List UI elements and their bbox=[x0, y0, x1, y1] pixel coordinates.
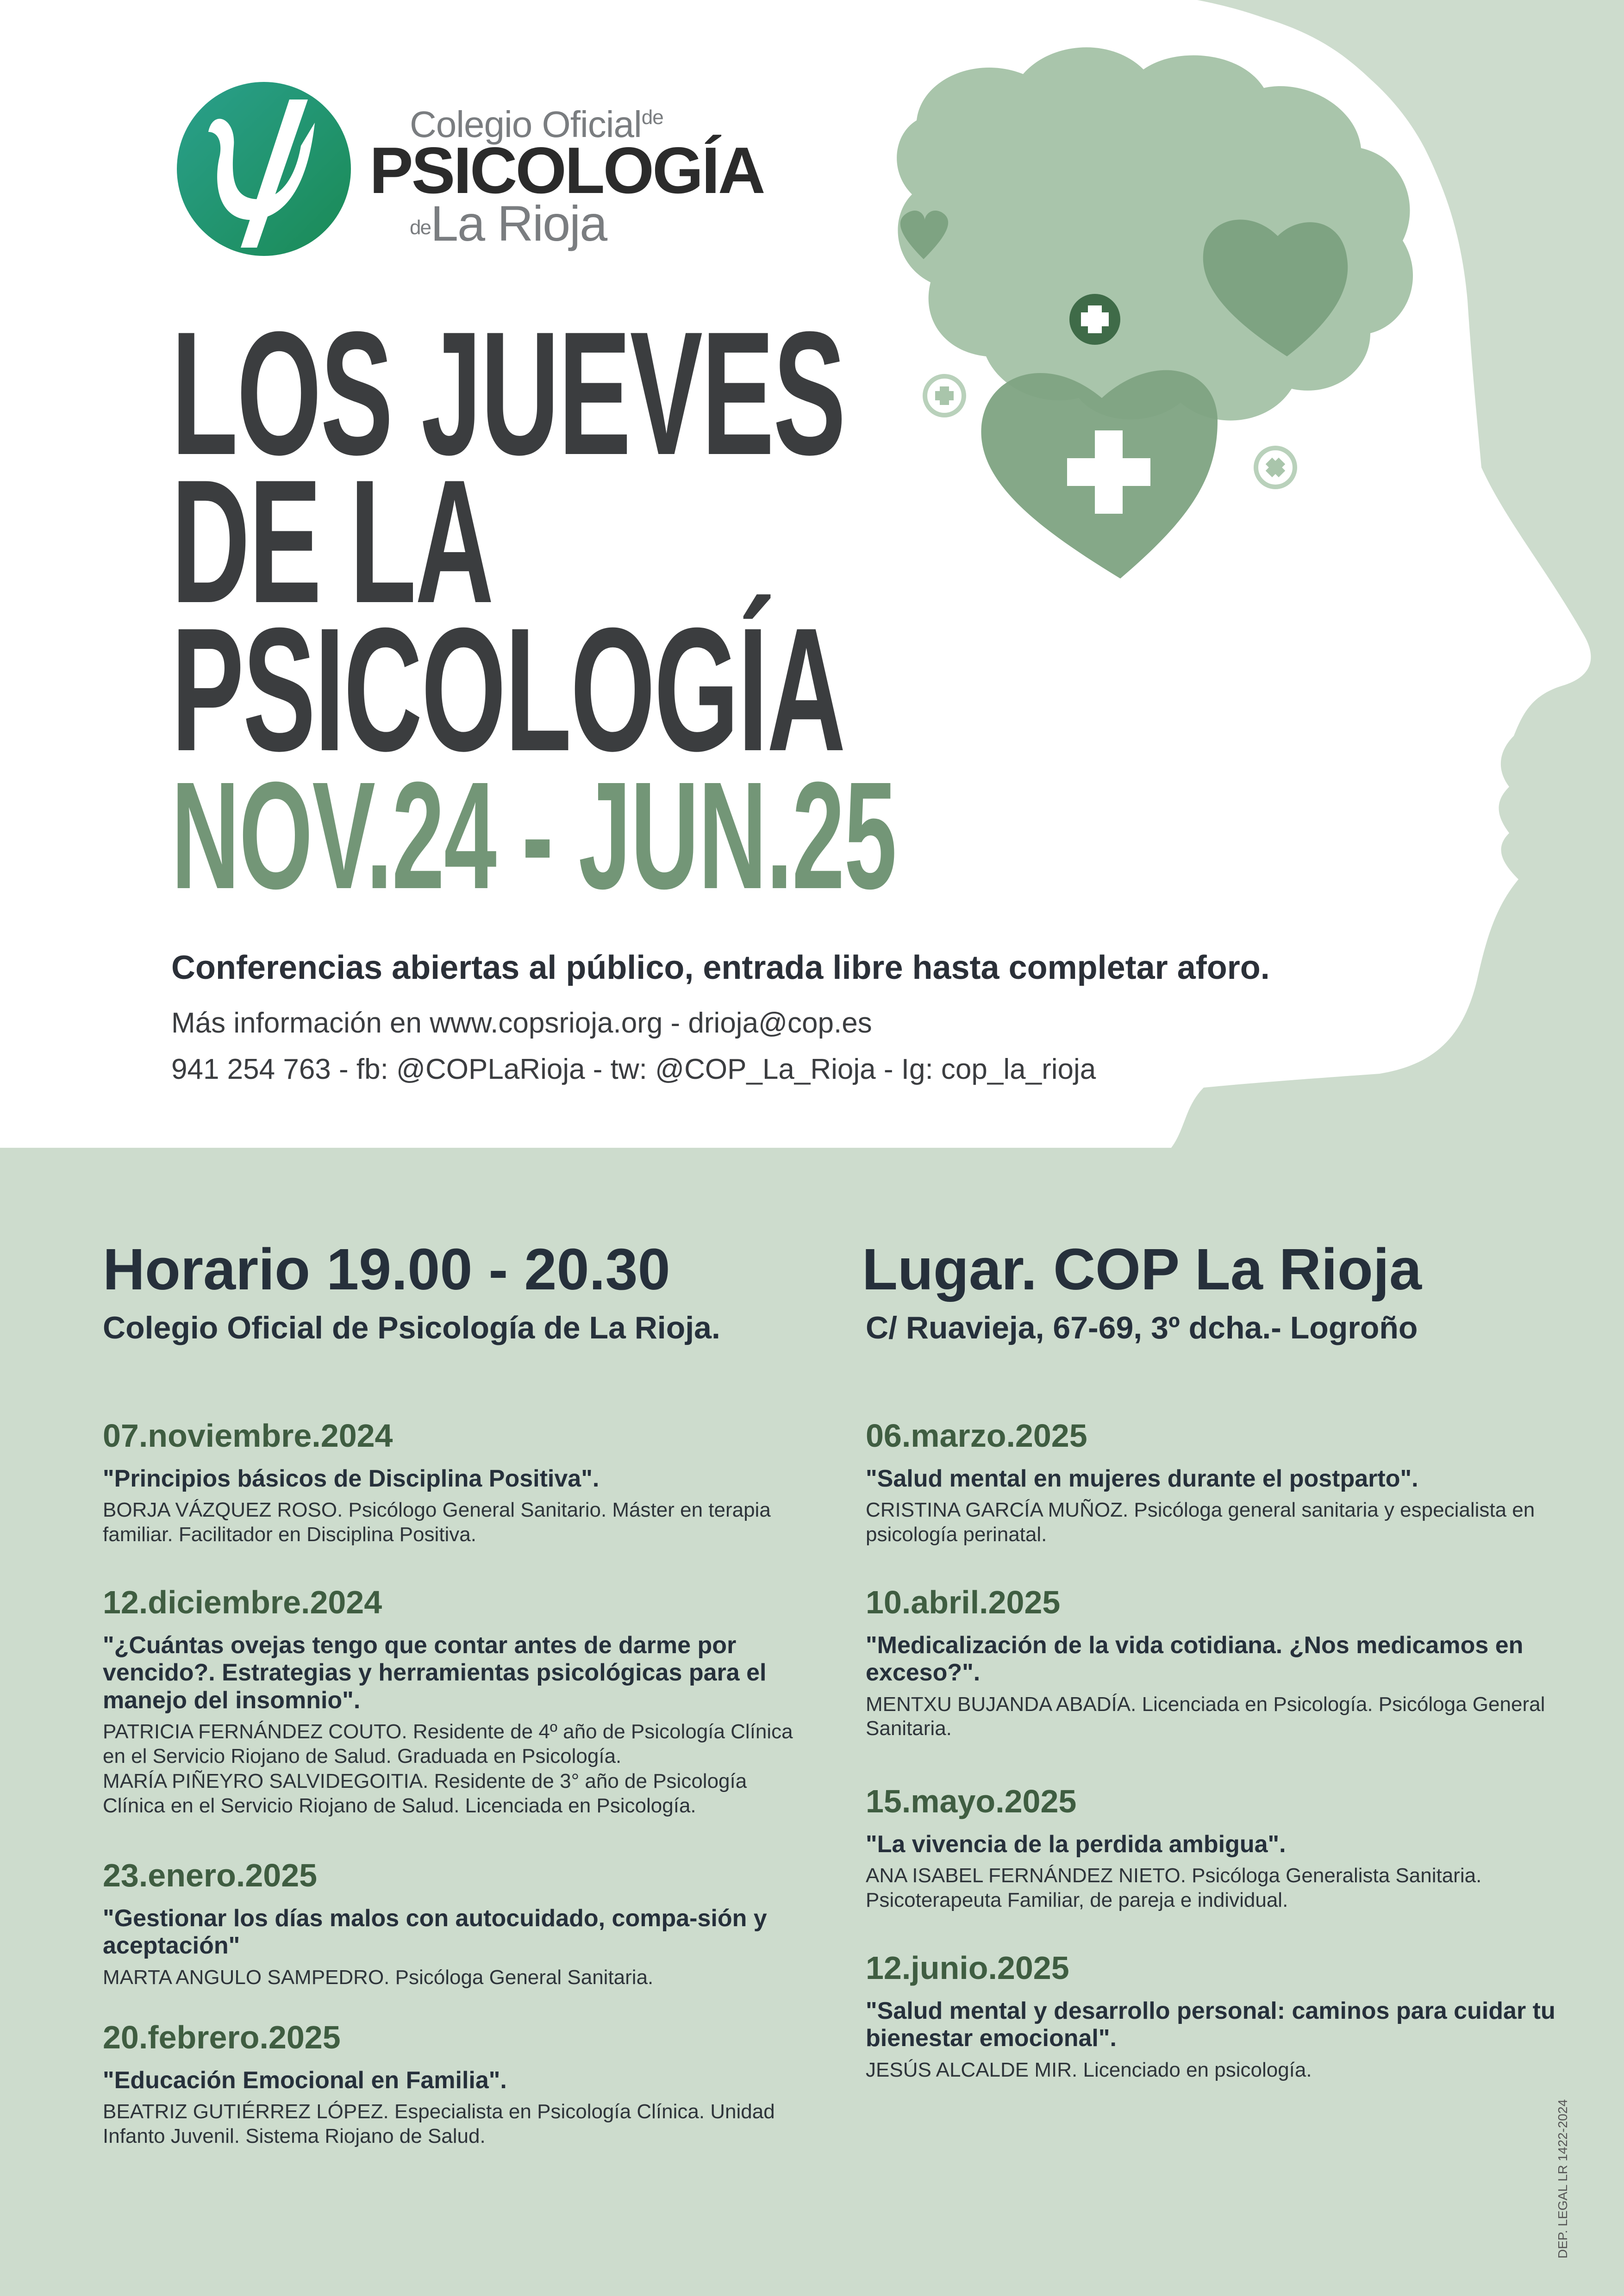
event-item bbox=[103, 1583, 806, 1818]
event-date: 23.enero.2025 bbox=[103, 1857, 318, 1893]
event-item bbox=[866, 1948, 1569, 2082]
contact-line: 941 254 763 - fb: @COPLaRioja - tw: @COP_La_Rioja - Ig: cop_la_rioja bbox=[171, 1053, 1096, 1085]
event-title: "Salud mental y desarrollo personal: caminos para cuidar tu bienestar emocional". bbox=[866, 1997, 1555, 2052]
event-date: 06.marzo.2025 bbox=[866, 1418, 1087, 1454]
event-item bbox=[103, 1416, 806, 1547]
event-item bbox=[866, 1583, 1569, 1741]
logo-text-pre: de bbox=[410, 216, 431, 239]
event-date: 12.diciembre.2024 bbox=[103, 1584, 382, 1620]
legal-deposit: DEP. LEGAL LR 1422-2024 bbox=[1555, 2099, 1570, 2259]
event-speaker: MENTXU BUJANDA ABADÍA. Licenciada en Psicología. Psicóloga General Sanitaria. bbox=[866, 1692, 1545, 1740]
event-title: "Gestionar los días malos con autocuidado, compa-sión y aceptación" bbox=[103, 1905, 767, 1960]
logo-text-line2: PSICOLOGÍA bbox=[369, 134, 764, 207]
schedule-subheading: Colegio Oficial de Psicología de La Rioja. bbox=[103, 1310, 720, 1345]
title-line2: DE LA bbox=[171, 443, 493, 640]
event-speaker: ANA ISABEL FERNÁNDEZ NIETO. Psicóloga Generalista Sanitaria. Psicoterapeuta Familiar, de pareja e individual. bbox=[866, 1864, 1482, 1912]
psi-logo-icon bbox=[176, 81, 352, 257]
date-range: NOV.24 - JUN.25 bbox=[171, 750, 896, 921]
event-item bbox=[103, 1856, 806, 1990]
event-date: 20.febrero.2025 bbox=[103, 2019, 341, 2055]
event-speaker: BORJA VÁZQUEZ ROSO. Psicólogo General Sanitario. Máster en terapia familiar. Facilitador en Disciplina Positiva. bbox=[103, 1499, 771, 1546]
event-item bbox=[866, 1782, 1569, 1913]
event-item bbox=[866, 1416, 1569, 1547]
cop-logo bbox=[176, 81, 764, 266]
event-speaker: PATRICIA FERNÁNDEZ COUTO. Residente de 4º año de Psicología Clínica en el Servicio Riojano de Salud. Graduada en Psicología. bbox=[103, 1720, 793, 1767]
event-speaker: CRISTINA GARCÍA MUÑOZ. Psicóloga general sanitaria y especialista en psicología perinatal. bbox=[866, 1499, 1535, 1546]
event-date: 10.abril.2025 bbox=[866, 1584, 1061, 1620]
event-title: "Educación Emocional en Familia". bbox=[103, 2067, 507, 2094]
event-item bbox=[103, 2018, 806, 2149]
logo-text-sup: de bbox=[641, 106, 663, 129]
event-title: "La vivencia de la perdida ambigua". bbox=[866, 1831, 1286, 1858]
event-date: 12.junio.2025 bbox=[866, 1950, 1069, 1986]
event-speaker: BEATRIZ GUTIÉRREZ LÓPEZ. Especialista en Psicología Clínica. Unidad Infanto Juvenil. Sistema Riojano de Salud. bbox=[103, 2100, 775, 2148]
event-speaker-2: MARÍA PIÑEYRO SALVIDEGOITIA. Residente de 3° año de Psicología Clínica en el Servicio Riojano de Salud. Licenciada en Psicología. bbox=[103, 1770, 747, 1817]
event-title: "Salud mental en mujeres durante el postparto". bbox=[866, 1465, 1418, 1492]
event-title: "Principios básicos de Disciplina Positiva". bbox=[103, 1465, 600, 1492]
event-speaker: JESÚS ALCALDE MIR. Licenciado en psicología. bbox=[866, 2058, 1312, 2081]
event-title: "Medicalización de la vida cotidiana. ¿Nos medicamos en exceso?". bbox=[866, 1632, 1524, 1686]
schedule-heading: Horario 19.00 - 20.30 bbox=[103, 1237, 670, 1302]
event-speaker: MARTA ANGULO SAMPEDRO. Psicóloga General Sanitaria. bbox=[103, 1966, 654, 1989]
title-line1: LOS JUEVES bbox=[171, 295, 845, 492]
info-line: Más información en www.copsrioja.org - drioja@cop.es bbox=[171, 1007, 872, 1039]
logo-text-line3: $^{de}$La Rioja bbox=[410, 195, 607, 251]
title-line3: PSICOLOGÍA bbox=[171, 591, 845, 788]
place-subheading: C/ Ruavieja, 67-69, 3º dcha.- Logroño bbox=[866, 1310, 1418, 1345]
event-title: "¿Cuántas ovejas tengo que contar antes de darme por vencido?. Estrategias y herramientas psicológicas para el manejo del insomnio". bbox=[103, 1632, 767, 1714]
intro-headline: Conferencias abiertas al público, entrada libre hasta completar aforo. bbox=[171, 949, 1270, 986]
logo-text-line1: Colegio Oficial$^{de}$ bbox=[410, 104, 663, 145]
event-date: 07.noviembre.2024 bbox=[103, 1418, 393, 1454]
event-date: 15.mayo.2025 bbox=[866, 1783, 1077, 1819]
place-heading: Lugar. COP La Rioja bbox=[862, 1237, 1422, 1302]
